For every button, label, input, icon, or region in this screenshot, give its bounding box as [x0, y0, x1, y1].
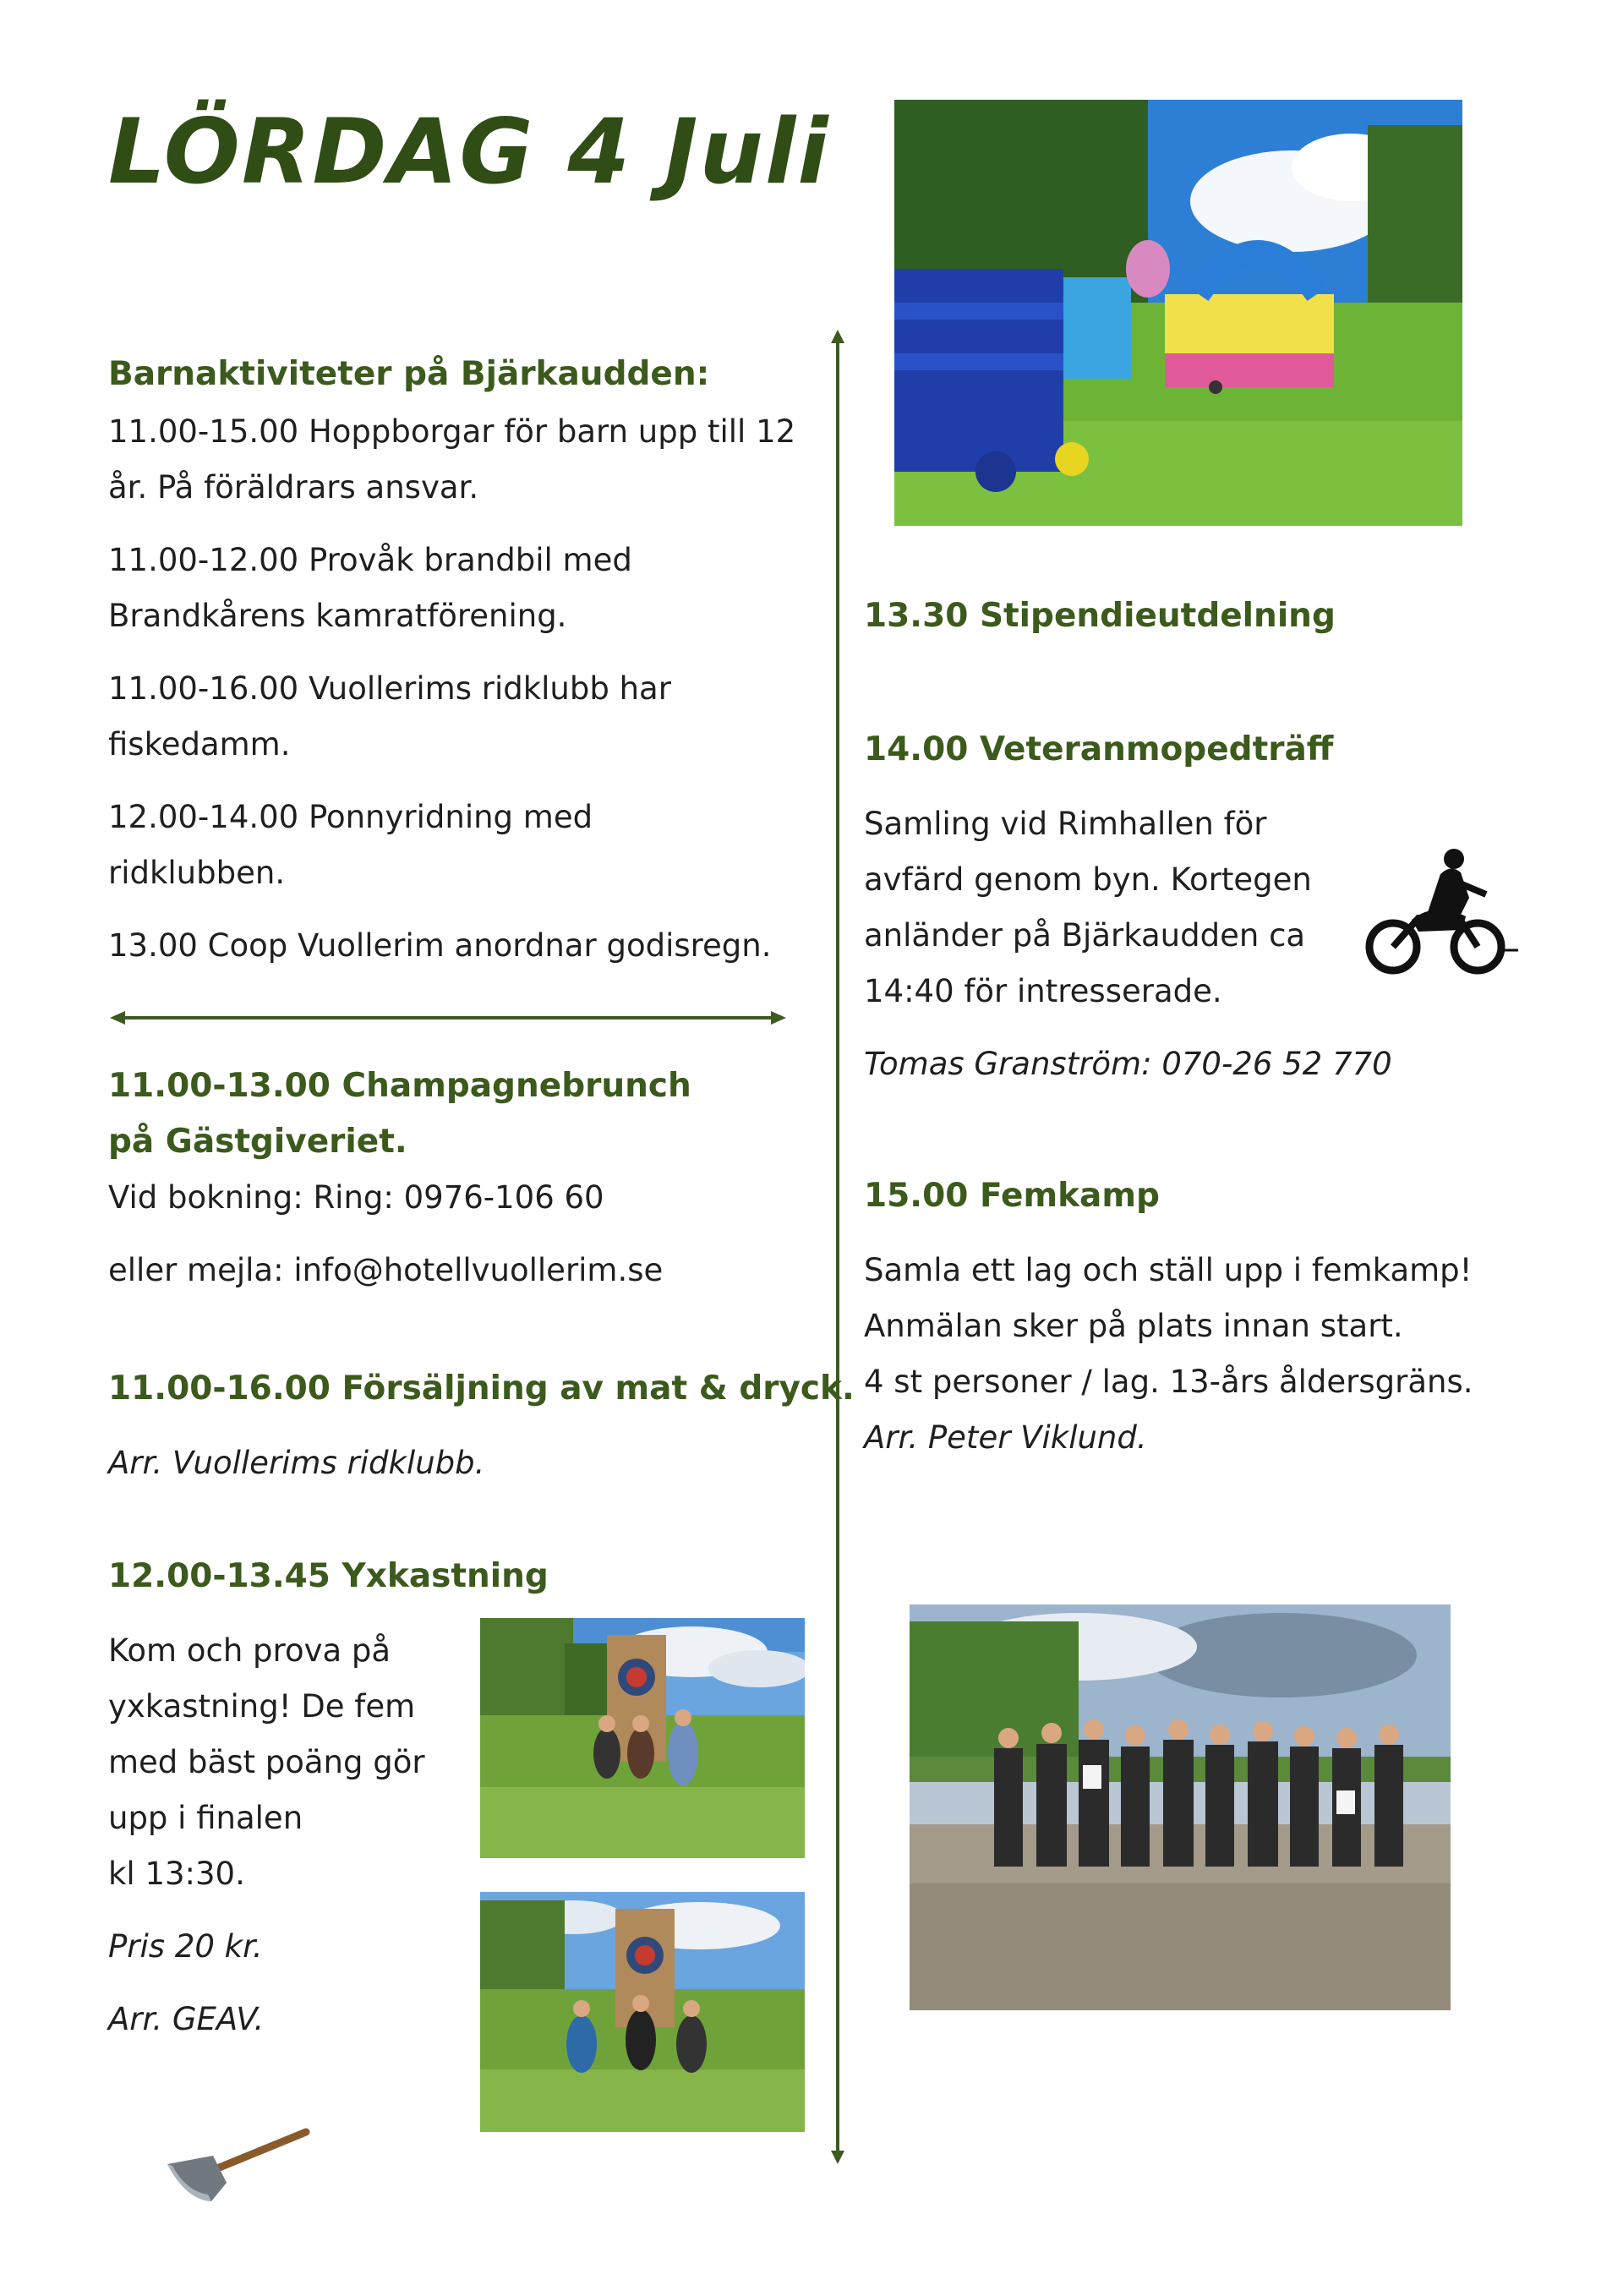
brunch-booking-phone: Vid bokning: Ring: 0976-106 60	[108, 1179, 604, 1216]
axe-line: yxkastning! De fem	[108, 1688, 416, 1725]
femkamp-line: Samla ett lag och ställ upp i femkamp!	[864, 1252, 1473, 1288]
moped-line: anländer på Bjärkaudden ca	[864, 917, 1306, 954]
horizontal-divider-arrow	[110, 1008, 786, 1028]
moped-line: 14:40 för intresserade.	[864, 973, 1222, 1009]
femkamp-line: 4 st personer / lag. 13-års åldersgräns.	[864, 1364, 1473, 1400]
axe-arr: Arr. GEAV.	[108, 2001, 265, 2037]
axe-icon	[161, 2124, 313, 2208]
femkamp-heading: 15.00 Femkamp	[864, 1177, 1160, 1215]
axe-line: Kom och prova på	[108, 1632, 391, 1669]
moped-line: avfärd genom byn. Kortegen	[864, 861, 1312, 898]
moped-heading: 14.00 Veteranmopedträff	[864, 730, 1334, 768]
bouncy-castle-photo	[894, 100, 1462, 526]
motorcycle-icon	[1359, 847, 1520, 982]
barn-line: 13.00 Coop Vuollerim anordnar godisregn.	[108, 927, 772, 964]
axe-throwing-photo-2	[480, 1892, 805, 2132]
moped-contact: Tomas Granström: 070-26 52 770	[864, 1046, 1392, 1082]
axe-line: kl 13:30.	[108, 1856, 245, 1892]
stipend-heading: 13.30 Stipendieutdelning	[864, 597, 1336, 635]
brunch-booking-email: eller mejla: info@hotellvuollerim.se	[108, 1252, 664, 1288]
axe-line: upp i finalen	[108, 1800, 303, 1836]
barn-line: Brandkårens kamratförening.	[108, 598, 567, 634]
food-arr: Arr. Vuollerims ridklubb.	[108, 1445, 485, 1481]
brunch-heading-2: på Gästgiveriet.	[108, 1123, 407, 1161]
barn-line: 11.00-16.00 Vuollerims ridklubb har	[108, 670, 671, 707]
barn-heading: Barnaktiviteter på Bjärkaudden:	[108, 355, 710, 393]
barn-line: 12.00-14.00 Ponnyridning med	[108, 799, 593, 835]
barn-line: år. På föräldrars ansvar.	[108, 469, 479, 506]
page-title: LÖRDAG 4 Juli	[108, 100, 830, 204]
femkamp-group-photo	[910, 1604, 1451, 2010]
brunch-heading: 11.00-13.00 Champagnebrunch	[108, 1067, 691, 1105]
femkamp-arr: Arr. Peter Viklund.	[864, 1419, 1147, 1456]
food-heading: 11.00-16.00 Försäljning av mat & dryck.	[108, 1369, 855, 1408]
axe-heading: 12.00-13.45 Yxkastning	[108, 1557, 549, 1595]
vertical-divider-arrow	[827, 330, 849, 2164]
femkamp-line: Anmälan sker på plats innan start.	[864, 1308, 1403, 1344]
barn-line: ridklubben.	[108, 855, 286, 891]
moped-line: Samling vid Rimhallen för	[864, 806, 1267, 842]
axe-price: Pris 20 kr.	[108, 1928, 263, 1965]
barn-line: 11.00-12.00 Provåk brandbil med	[108, 542, 632, 578]
axe-line: med bäst poäng gör	[108, 1744, 425, 1780]
axe-throwing-photo-1	[480, 1618, 805, 1858]
barn-line: fiskedamm.	[108, 726, 291, 763]
barn-line: 11.00-15.00 Hoppborgar för barn upp till 12	[108, 413, 796, 450]
